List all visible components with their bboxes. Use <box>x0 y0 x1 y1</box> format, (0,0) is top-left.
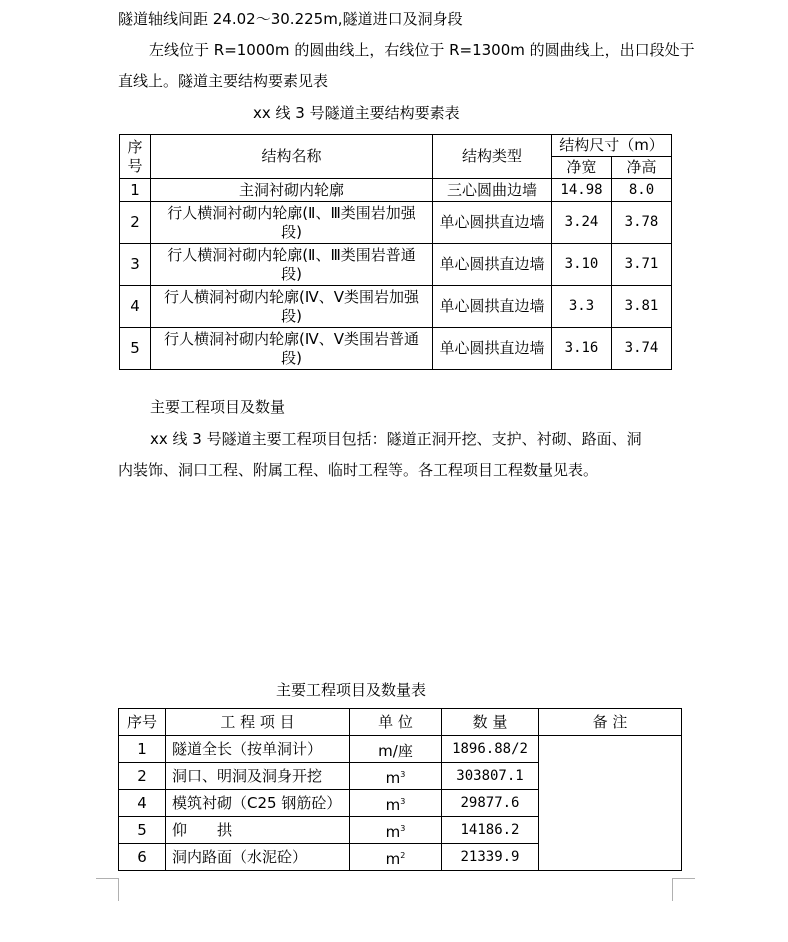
cell-width: 3.24 <box>552 202 612 244</box>
cell-unit <box>350 736 442 763</box>
header-qty: 数 量 <box>442 709 539 736</box>
cell-seq: 1 <box>119 736 166 763</box>
intro-line-3: 直线上。隧道主要结构要素见表 <box>118 72 329 90</box>
cell-type: 三心圆曲边墙 <box>433 179 552 202</box>
cell-unit <box>350 790 442 817</box>
structure-table <box>119 134 672 370</box>
cell-qty: 21339.9 <box>442 844 539 871</box>
intro-line-2: 左线位于 R=1000m 的圆曲线上，右线位于 R=1300m 的圆曲线上，出口段处于 <box>149 41 695 59</box>
table2-header-row <box>119 709 682 736</box>
quantity-table <box>118 708 682 871</box>
table-row <box>120 179 672 202</box>
table-row <box>120 244 672 286</box>
header-seq: 序号 <box>119 709 166 736</box>
cell-height: 3.74 <box>612 328 672 370</box>
cell-note <box>539 736 682 871</box>
header-width: 净宽 <box>552 157 612 179</box>
cell-unit <box>350 844 442 871</box>
table-row <box>120 328 672 370</box>
section-line-2: 内装饰、洞口工程、附属工程、临时工程等。各工程项目工程数量见表。 <box>118 461 599 479</box>
section-heading: 主要工程项目及数量 <box>150 398 286 416</box>
cell-type: 单心圆拱直边墙 <box>433 244 552 286</box>
cell-unit <box>350 817 442 844</box>
header-size: 结构尺寸（m） <box>552 135 672 157</box>
cell-qty: 14186.2 <box>442 817 539 844</box>
page-margin-corner-left <box>96 878 119 901</box>
cell-unit <box>350 763 442 790</box>
unit-text: m <box>385 849 401 868</box>
header-note: 备 注 <box>539 709 682 736</box>
cell-name: 行人横洞衬砌内轮廓(Ⅳ、Ⅴ类围岩加强段) <box>151 286 433 328</box>
cell-seq: 2 <box>119 763 166 790</box>
cell-seq: 2 <box>120 202 151 244</box>
table-row <box>120 286 672 328</box>
cell-seq: 5 <box>120 328 151 370</box>
cell-item: 隧道全长（按单洞计） <box>166 736 350 763</box>
cell-seq: 4 <box>120 286 151 328</box>
unit-superscript: 3 <box>400 769 406 779</box>
header-type: 结构类型 <box>433 135 552 179</box>
table-row <box>119 736 682 763</box>
unit-text: m <box>385 822 401 841</box>
cell-name: 行人横洞衬砌内轮廓(Ⅳ、Ⅴ类围岩普通段) <box>151 328 433 370</box>
cell-type: 单心圆拱直边墙 <box>433 202 552 244</box>
cell-width: 14.98 <box>552 179 612 202</box>
cell-width: 3.10 <box>552 244 612 286</box>
unit-superscript: 3 <box>400 823 406 833</box>
cell-seq: 5 <box>119 817 166 844</box>
table1-header-row <box>120 135 672 157</box>
cell-width: 3.3 <box>552 286 612 328</box>
cell-seq: 6 <box>119 844 166 871</box>
table-row <box>120 202 672 244</box>
header-item: 工 程 项 目 <box>166 709 350 736</box>
cell-height: 3.78 <box>612 202 672 244</box>
cell-qty: 29877.6 <box>442 790 539 817</box>
cell-name: 行人横洞衬砌内轮廓(Ⅱ、Ⅲ类围岩加强段) <box>151 202 433 244</box>
unit-text: m <box>385 768 401 787</box>
cell-qty: 1896.88/2 <box>442 736 539 763</box>
cell-item: 洞口、明洞及洞身开挖 <box>166 763 350 790</box>
cell-item: 模筑衬砌（C25 钢筋砼） <box>166 790 350 817</box>
cell-name: 行人横洞衬砌内轮廓(Ⅱ、Ⅲ类围岩普通段) <box>151 244 433 286</box>
table2-caption: 主要工程项目及数量表 <box>276 681 427 699</box>
intro-line-1: 隧道轴线间距 24.02～30.225m,隧道进口及洞身段 <box>118 10 463 28</box>
cell-seq: 1 <box>120 179 151 202</box>
unit-superscript: 2 <box>400 850 406 860</box>
cell-item: 仰 拱 <box>166 817 350 844</box>
cell-height: 3.71 <box>612 244 672 286</box>
unit-text: m/座 <box>378 741 413 760</box>
cell-item: 洞内路面（水泥砼） <box>166 844 350 871</box>
cell-width: 3.16 <box>552 328 612 370</box>
header-unit: 单 位 <box>350 709 442 736</box>
header-height: 净高 <box>612 157 672 179</box>
table1-caption: xx 线 3 号隧道主要结构要素表 <box>253 104 460 122</box>
cell-type: 单心圆拱直边墙 <box>433 286 552 328</box>
cell-type: 单心圆拱直边墙 <box>433 328 552 370</box>
cell-name: 主洞衬砌内轮廓 <box>151 179 433 202</box>
page-margin-corner-right <box>672 878 695 901</box>
section-line-1: xx 线 3 号隧道主要工程项目包括：隧道正洞开挖、支护、衬砌、路面、洞 <box>150 430 642 448</box>
unit-text: m <box>385 795 401 814</box>
cell-seq: 3 <box>120 244 151 286</box>
cell-qty: 303807.1 <box>442 763 539 790</box>
header-seq: 序 号 <box>120 135 151 179</box>
cell-height: 3.81 <box>612 286 672 328</box>
header-name: 结构名称 <box>151 135 433 179</box>
cell-height: 8.0 <box>612 179 672 202</box>
unit-superscript: 3 <box>400 796 406 806</box>
cell-seq: 4 <box>119 790 166 817</box>
